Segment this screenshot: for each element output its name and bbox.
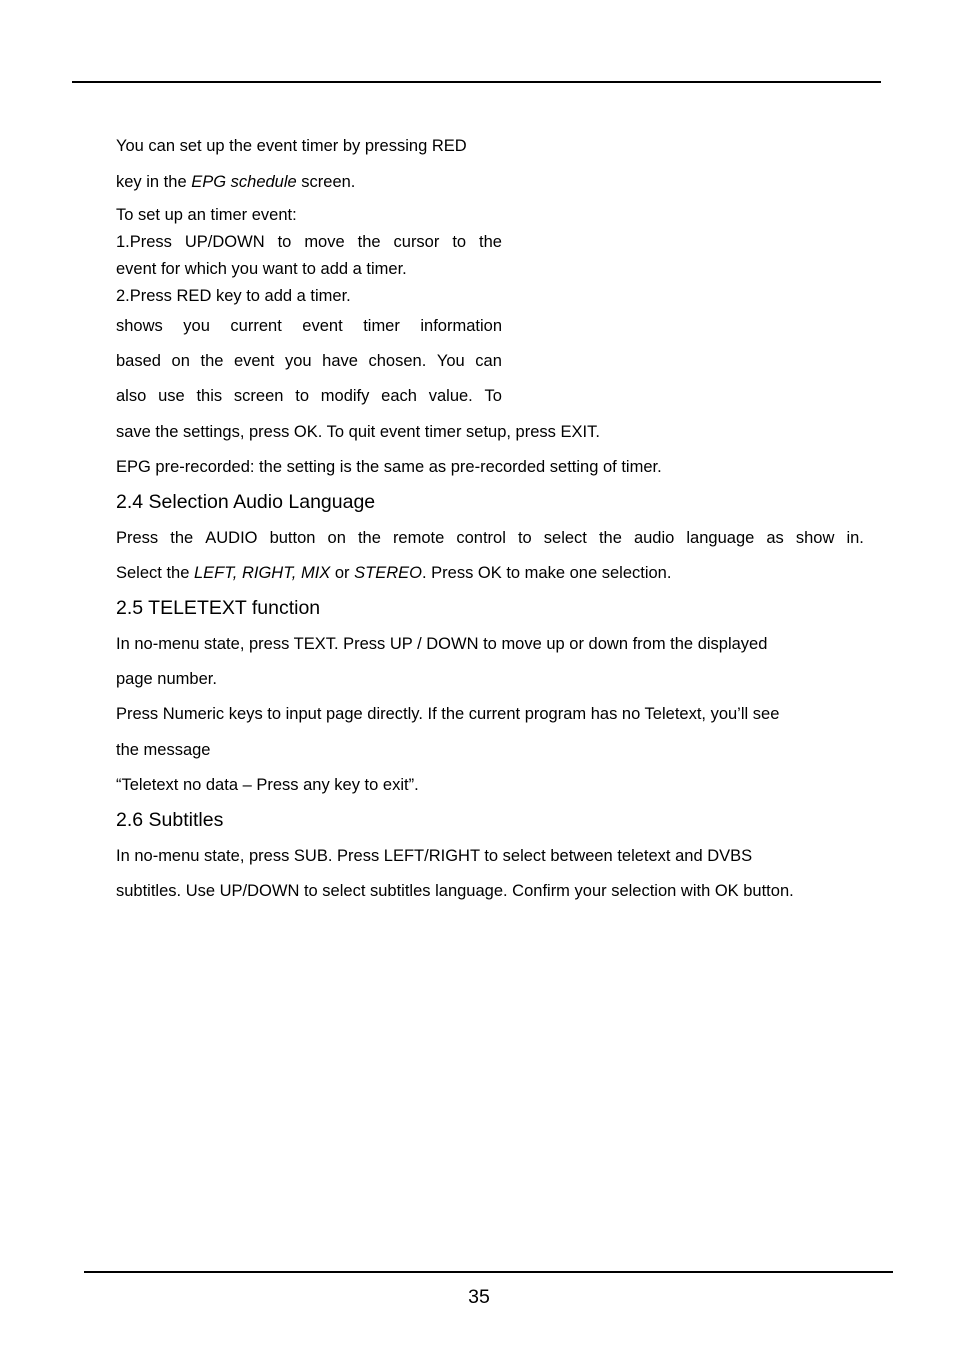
teletext-line-3: Press Numeric keys to input page directly. If the current program has no Teletext, you’ll see bbox=[116, 705, 780, 723]
word: as bbox=[766, 529, 784, 547]
word: the bbox=[598, 529, 622, 547]
word: use bbox=[158, 387, 185, 405]
word: control bbox=[456, 529, 506, 547]
text-fragment: screen. bbox=[296, 173, 356, 191]
word: To bbox=[484, 387, 502, 405]
word: AUDIO bbox=[205, 529, 258, 547]
word: timer bbox=[363, 317, 400, 335]
word: the bbox=[357, 529, 381, 547]
word: chosen. bbox=[368, 352, 427, 370]
word: you bbox=[284, 352, 312, 370]
audio-options-emphasis: LEFT, RIGHT, MIX bbox=[193, 564, 331, 582]
word: value. bbox=[428, 387, 473, 405]
subtitles-heading: 2.6 Subtitles bbox=[116, 809, 224, 831]
text-fragment: . Press OK to make one selection. bbox=[421, 564, 672, 582]
footer-rule bbox=[84, 1271, 893, 1273]
epg-timer-line-2 bbox=[116, 172, 355, 192]
teletext-line-5: “Teletext no data – Press any key to exit”. bbox=[116, 776, 419, 794]
word: on bbox=[171, 352, 190, 370]
header-rule bbox=[72, 81, 881, 83]
word: on bbox=[327, 529, 346, 547]
word: to bbox=[452, 233, 467, 251]
word: also bbox=[116, 387, 147, 405]
word: show bbox=[795, 529, 835, 547]
word: in. bbox=[846, 529, 864, 547]
epg-schedule-emphasis: EPG schedule bbox=[191, 173, 297, 191]
word: button bbox=[269, 529, 316, 547]
epg-timer-line-11: EPG pre-recorded: the setting is the same as pre-recorded setting of timer. bbox=[116, 458, 662, 476]
word: to bbox=[277, 233, 292, 251]
word: you bbox=[183, 317, 210, 335]
word: the bbox=[357, 233, 381, 251]
epg-timer-line-10: save the settings, press OK. To quit event timer setup, press EXIT. bbox=[116, 423, 600, 441]
word: information bbox=[420, 317, 502, 335]
word: current bbox=[230, 317, 282, 335]
subtitles-line-2: subtitles. Use UP/DOWN to select subtitles language. Confirm your selection with OK button. bbox=[116, 882, 794, 900]
teletext-line-1: In no-menu state, press TEXT. Press UP / DOWN to move up or down from the displayed bbox=[116, 635, 768, 653]
epg-timer-line-6: 2.Press RED key to add a timer. bbox=[116, 287, 351, 305]
stereo-emphasis: STEREO bbox=[354, 564, 422, 582]
word: can bbox=[475, 352, 502, 370]
word: audio bbox=[633, 529, 675, 547]
teletext-line-4: the message bbox=[116, 741, 211, 759]
page-number: 35 bbox=[468, 1286, 490, 1308]
word: to bbox=[517, 529, 532, 547]
epg-timer-line-9 bbox=[116, 386, 502, 406]
word: the bbox=[170, 529, 194, 547]
epg-timer-line-8 bbox=[116, 351, 502, 371]
word: this bbox=[196, 387, 223, 405]
text-fragment: Select the bbox=[116, 564, 194, 582]
word: to bbox=[295, 387, 309, 405]
word: based bbox=[116, 352, 161, 370]
word: You bbox=[436, 352, 465, 370]
word: Press bbox=[116, 529, 159, 547]
subtitles-line-1: In no-menu state, press SUB. Press LEFT/RIGHT to select between teletext and DVBS bbox=[116, 847, 753, 865]
word: event bbox=[302, 317, 343, 335]
audio-language-heading: 2.4 Selection Audio Language bbox=[116, 491, 376, 513]
epg-timer-line-4 bbox=[116, 232, 502, 252]
word: each bbox=[381, 387, 417, 405]
word: 1.Press bbox=[116, 233, 172, 251]
audio-language-line-2 bbox=[116, 563, 671, 583]
word: language bbox=[686, 529, 755, 547]
epg-timer-line-1: You can set up the event timer by pressing RED bbox=[116, 137, 467, 155]
text-fragment: or bbox=[330, 564, 355, 582]
word: move bbox=[304, 233, 345, 251]
epg-timer-line-3: To set up an timer event: bbox=[116, 206, 297, 224]
epg-timer-line-5: event for which you want to add a timer. bbox=[116, 260, 407, 278]
word: modify bbox=[320, 387, 370, 405]
word: the bbox=[200, 352, 224, 370]
word: the bbox=[479, 233, 502, 251]
text-fragment: key in the bbox=[116, 173, 192, 191]
word: event bbox=[234, 352, 275, 370]
word: have bbox=[322, 352, 358, 370]
teletext-heading: 2.5 TELETEXT function bbox=[116, 597, 321, 619]
word: select bbox=[543, 529, 587, 547]
word: screen bbox=[233, 387, 284, 405]
epg-timer-line-7 bbox=[116, 316, 502, 336]
teletext-line-2: page number. bbox=[116, 670, 217, 688]
audio-language-line-1 bbox=[116, 528, 864, 548]
word: remote bbox=[392, 529, 445, 547]
word: cursor bbox=[393, 233, 440, 251]
word: shows bbox=[116, 317, 163, 335]
word: UP/DOWN bbox=[184, 233, 265, 251]
